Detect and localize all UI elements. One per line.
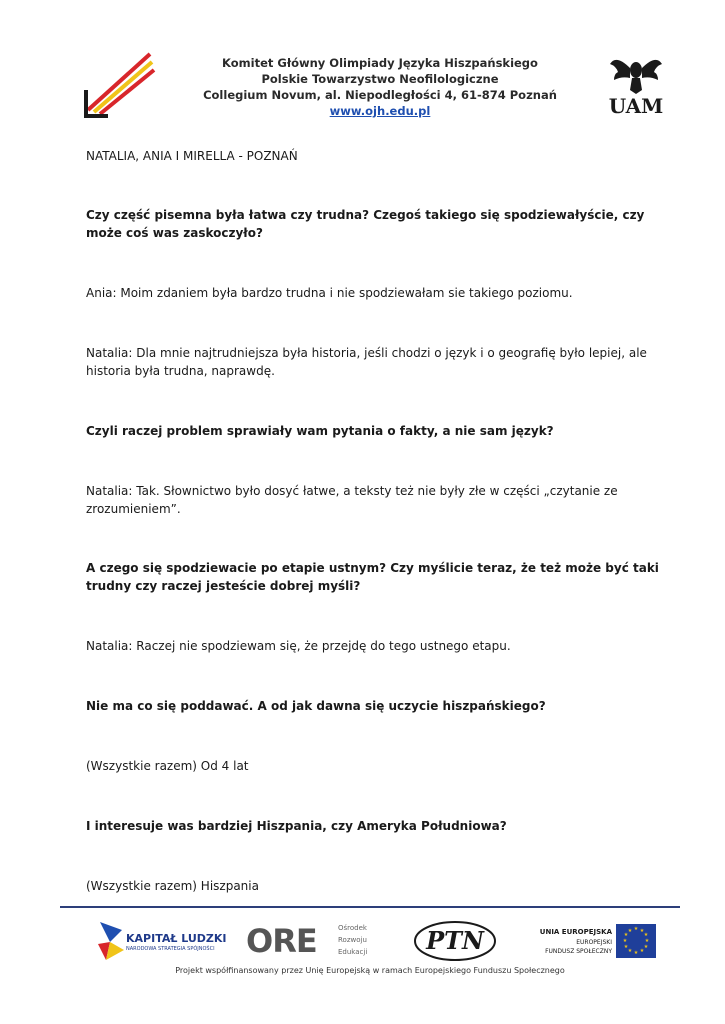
ore-line-2: Rozwoju bbox=[338, 936, 367, 944]
answer-paragraph: Natalia: Dla mnie najtrudniejsza była historia, jeśli chodzi o język i o geografię było lepiej, ale historia była trudna, naprawdę. bbox=[86, 346, 647, 378]
eu-line-2: EUROPEJSKI bbox=[576, 939, 612, 946]
kapital-ludzki-subtitle: NARODOWA STRATEGIA SPÓJNOŚCI bbox=[126, 946, 215, 952]
svg-text:★: ★ bbox=[623, 932, 629, 938]
answer-paragraph: (Wszystkie razem) Od 4 lat bbox=[86, 759, 249, 773]
header-address: Collegium Novum, al. Niepodległości 4, 61-874 Poznań bbox=[203, 88, 557, 102]
ore-logo bbox=[246, 918, 376, 964]
answer-paragraph: Natalia: Raczej nie spodziewam się, że przejdę do tego ustnego etapu. bbox=[86, 639, 511, 653]
olympiad-logo bbox=[84, 50, 156, 120]
kapital-ludzki-title: KAPITAŁ LUDZKI bbox=[126, 932, 227, 945]
question-paragraph: Czy część pisemna była łatwa czy trudna? Czegoś takiego się spodziewałyście, czy może coś was zaskoczyło? bbox=[86, 208, 645, 240]
header-url-link[interactable]: www.ojh.edu.pl bbox=[329, 104, 431, 118]
ore-line-3: Edukacji bbox=[338, 948, 368, 956]
svg-text:★: ★ bbox=[633, 926, 639, 932]
svg-text:★: ★ bbox=[639, 948, 645, 954]
uam-logo bbox=[606, 50, 666, 120]
header-society: Polskie Towarzystwo Neofilologiczne bbox=[261, 72, 499, 86]
question-paragraph: Nie ma co się poddawać. A od jak dawna się uczycie hiszpańskiego? bbox=[86, 699, 546, 713]
eu-flag-icon bbox=[616, 924, 656, 958]
uam-logo-text: UAM bbox=[608, 94, 664, 118]
answer-paragraph: (Wszystkie razem) Hiszpania bbox=[86, 879, 259, 893]
ptn-mark: PTN bbox=[426, 926, 484, 955]
question-paragraph: A czego się spodziewacie po etapie ustnym? Czy myślicie teraz, że też może być taki trudny czy raczej jesteście dobrej myśli? bbox=[86, 561, 659, 593]
eu-line-3: FUNDUSZ SPOŁECZNY bbox=[545, 948, 612, 955]
header-block bbox=[190, 55, 570, 119]
answer-paragraph: Ania: Moim zdaniem była bardzo trudna i nie spodziewałam sie takiego poziomu. bbox=[86, 286, 573, 300]
kapital-ludzki-logo bbox=[96, 920, 227, 962]
svg-text:★: ★ bbox=[623, 944, 629, 950]
footer-cofinancing-note: Projekt współfinansowany przez Unię Europejską w ramach Europejskiego Funduszu Społecznego bbox=[175, 966, 565, 975]
svg-text:★: ★ bbox=[627, 948, 633, 954]
svg-text:★: ★ bbox=[633, 950, 639, 956]
svg-text:★: ★ bbox=[643, 932, 649, 938]
footer-divider bbox=[60, 906, 680, 908]
svg-text:★: ★ bbox=[644, 938, 650, 944]
ptn-logo bbox=[410, 918, 500, 964]
ore-mark: ORE bbox=[246, 922, 317, 960]
participants-heading: NATALIA, ANIA I MIRELLA - POZNAŃ bbox=[86, 149, 298, 163]
eu-line-1: UNIA EUROPEJSKA bbox=[539, 928, 612, 936]
question-paragraph: Czyli raczej problem sprawiały wam pytania o fakty, a nie sam język? bbox=[86, 424, 554, 438]
svg-text:★: ★ bbox=[622, 938, 628, 944]
svg-text:★: ★ bbox=[639, 928, 645, 934]
ore-line-1: Ośrodek bbox=[338, 924, 367, 932]
eu-esf-logo bbox=[528, 922, 658, 962]
answer-paragraph: Natalia: Tak. Słownictwo było dosyć łatwe, a teksty też nie były złe w części „czytanie ze zrozumieniem”. bbox=[86, 484, 618, 516]
svg-text:★: ★ bbox=[627, 928, 633, 934]
svg-text:★: ★ bbox=[643, 944, 649, 950]
header-committee: Komitet Główny Olimpiady Języka Hiszpańskiego bbox=[222, 56, 538, 70]
question-paragraph: I interesuje was bardziej Hiszpania, czy Ameryka Południowa? bbox=[86, 819, 507, 833]
